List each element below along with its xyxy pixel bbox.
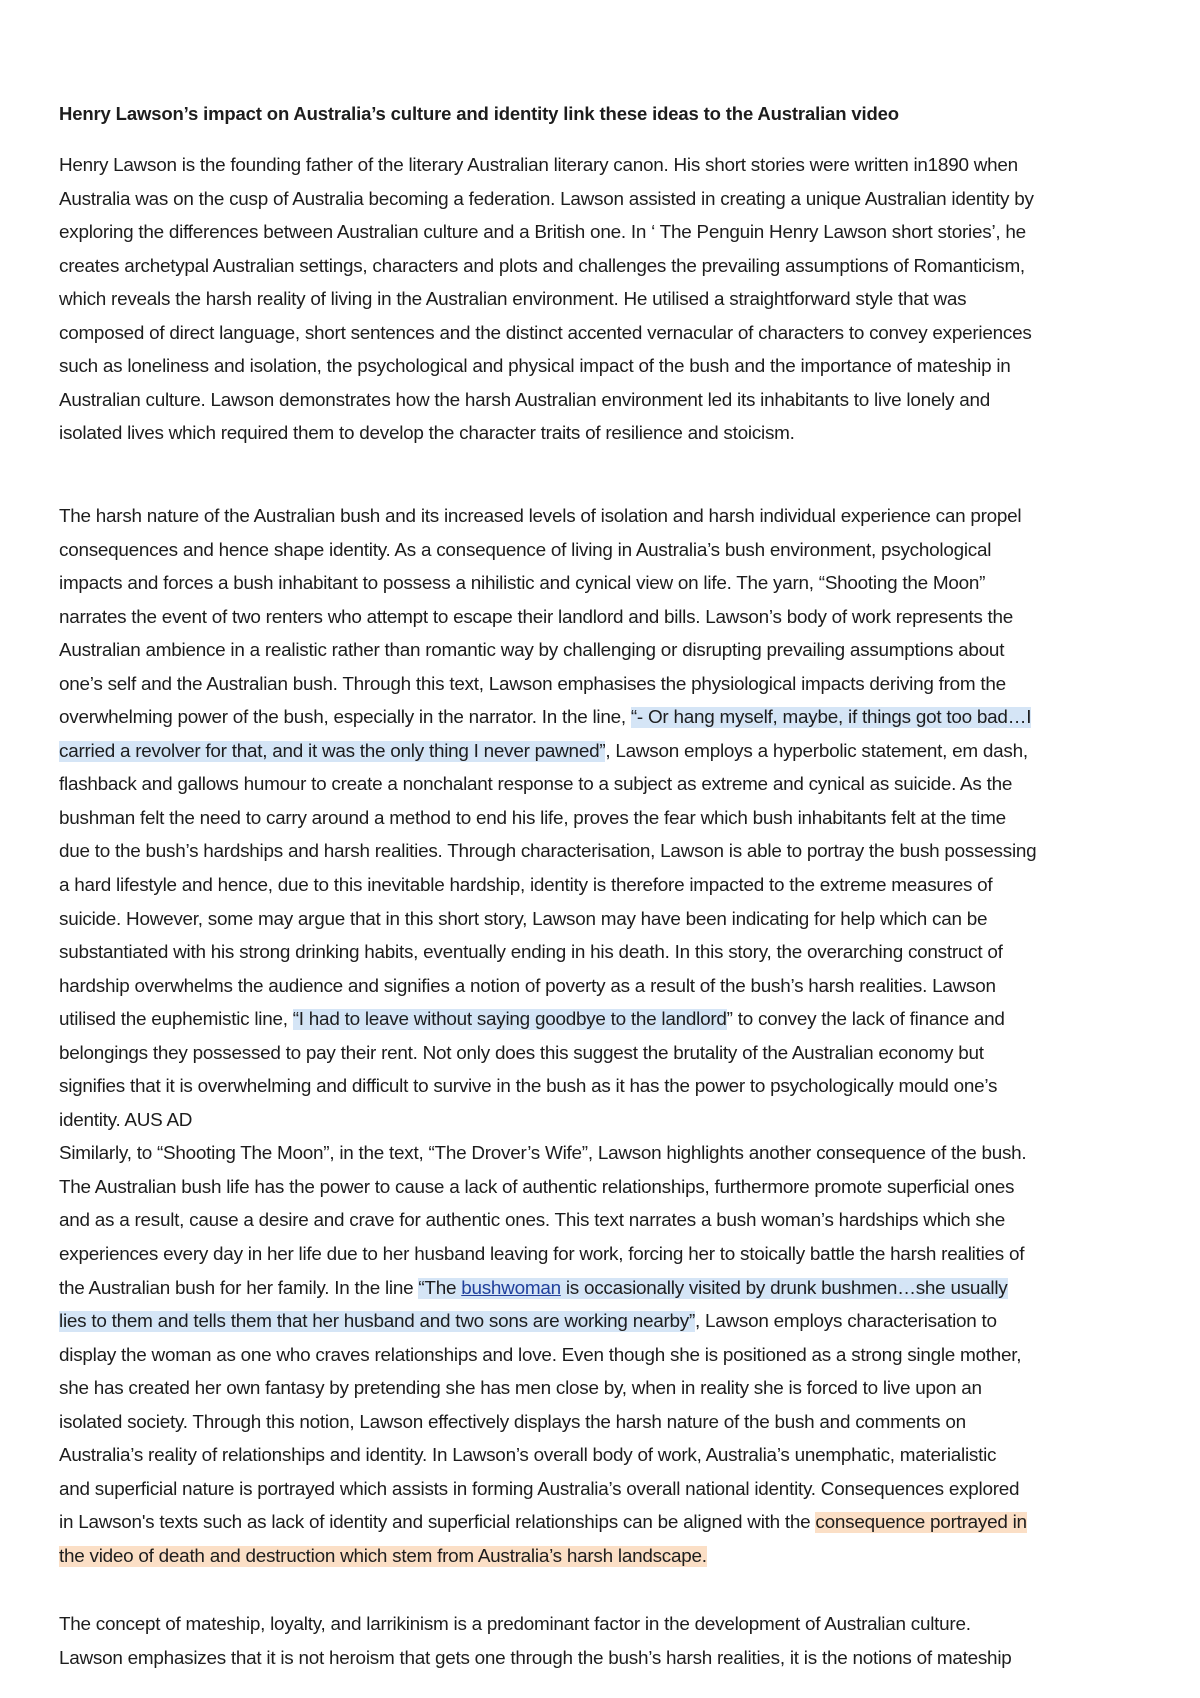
- text-line: such as loneliness and isolation, the psychological and physical impact of the bush and the importance of mateship in: [59, 356, 1011, 378]
- text-line: The Australian bush life has the power to cause a lack of authentic relationships, furthermore promote superficial ones: [59, 1176, 1015, 1198]
- text-line: identity. AUS AD: [59, 1109, 193, 1131]
- text-line: consequences and hence shape identity. As a consequence of living in Australia’s bush environment, psychological: [59, 539, 992, 561]
- text-line: and as a result, cause a desire and crave for authentic ones. This text narrates a bush woman’s hardships which she: [59, 1210, 1006, 1232]
- text-line: bushman felt the need to carry around a method to end his life, proves the fear which bush inhabitants felt at the time: [59, 807, 1006, 829]
- text-line: narrates the event of two renters who attempt to escape their landlord and bills. Lawson’s body of work represents the: [59, 606, 1014, 628]
- text-run: overwhelming power of the bush, especially in the narrator. In the line,: [59, 707, 631, 729]
- text-line: creates archetypal Australian settings, characters and plots and challenges the prevailing assumptions of Romanticism,: [59, 255, 1025, 277]
- text-line: Australia was on the cusp of Australia becoming a federation. Lawson assisted in creating a unique Australian identity by: [59, 188, 1034, 210]
- text-line: due to the bush’s hardships and harsh realities. Through characterisation, Lawson is able to portray the bush possessing: [59, 841, 1037, 863]
- text-run: utilised the euphemistic line,: [59, 1009, 293, 1031]
- text-line: display the woman as one who craves relationships and love. Even though she is positioned as a strong single mother,: [59, 1344, 1022, 1366]
- text-line: [59, 1272, 1169, 1306]
- text-line: Similarly, to “Shooting The Moon”, in the text, “The Drover’s Wife”, Lawson highlights another consequence of the bush.: [59, 1143, 1027, 1165]
- highlighted-quote: carried a revolver for that, and it was the only thing I never pawned”: [59, 740, 606, 762]
- text-line: isolated lives which required them to develop the character traits of resilience and stoicism.: [59, 423, 795, 445]
- text-line: composed of direct language, short sentences and the distinct accented vernacular of characters to convey experiences: [59, 322, 1032, 344]
- text-line: belongings they possessed to pay their rent. Not only does this suggest the brutality of the Australian economy but: [59, 1042, 984, 1064]
- text-line: [59, 1506, 1169, 1540]
- text-run: , Lawson employs a hyperbolic statement, em dash,: [605, 740, 1028, 762]
- text-line: Lawson emphasizes that it is not heroism that gets one through the bush’s harsh realities, it is the notions of mateship: [59, 1647, 1012, 1669]
- text-line: Australian culture. Lawson demonstrates how the harsh Australian environment led its inhabitants to live lonely and: [59, 389, 991, 411]
- paragraph-shooting-the-moon: [59, 500, 1169, 1574]
- highlighted-quote: “- Or hang myself, maybe, if things got too bad…I: [630, 707, 1032, 729]
- text-line: a hard lifestyle and hence, due to this inevitable hardship, identity is therefore impacted to the extreme measures of: [59, 875, 993, 897]
- text-line: experiences every day in her life due to her husband leaving for work, forcing her to stoically battle the harsh realities of: [59, 1244, 1025, 1266]
- text-line: exploring the differences between Australian culture and a British one. In ‘ The Penguin Henry Lawson short stories’, he: [59, 222, 1026, 244]
- document-title: Henry Lawson’s impact on Australia’s culture and identity link these ideas to the Australian video: [59, 103, 899, 124]
- highlighted-video-link-text: the video of death and destruction which stem from Australia’s harsh landscape.: [59, 1545, 707, 1567]
- bushwoman-link[interactable]: bushwoman: [461, 1277, 561, 1299]
- text-run: is occasionally visited by drunk bushmen…she usually: [560, 1277, 1008, 1299]
- text-line: impacts and forces a bush inhabitant to possess a nihilistic and cynical view on life. The yarn, “Shooting the Moon”: [59, 573, 986, 595]
- text-line: [59, 701, 1169, 735]
- paragraph-mateship: [59, 1608, 1169, 1675]
- text-run: the Australian bush for her family. In the line: [59, 1277, 419, 1299]
- text-run: ” to convey the lack of finance and: [726, 1009, 1005, 1031]
- text-line: suicide. However, some may argue that in this short story, Lawson may have been indicating for help which can be: [59, 908, 988, 930]
- text-line: [59, 735, 1169, 769]
- text-line: and superficial nature is portrayed which assists in forming Australia’s overall national identity. Consequences explored: [59, 1478, 1020, 1500]
- highlighted-video-link-text: consequence portrayed in: [815, 1512, 1027, 1534]
- highlighted-quote: lies to them and tells them that her husband and two sons are working nearby”: [59, 1311, 695, 1333]
- text-line: hardship overwhelms the audience and signifies a notion of poverty as a result of the bush’s harsh realities. Lawson: [59, 975, 996, 997]
- paragraph-intro: [59, 149, 1169, 451]
- text-run: in Lawson's texts such as lack of identity and superficial relationships can be aligned with the: [59, 1512, 816, 1534]
- text-line: [59, 1540, 1169, 1574]
- text-line: signifies that it is overwhelming and difficult to survive in the bush as it has the power to psychologically mould one’s: [59, 1076, 998, 1098]
- text-line: [59, 1305, 1169, 1339]
- text-run: , Lawson employs characterisation to: [695, 1311, 997, 1333]
- text-line: The concept of mateship, loyalty, and larrikinism is a predominant factor in the development of Australian culture.: [59, 1614, 971, 1635]
- highlighted-quote: “I had to leave without saying goodbye to the landlord: [292, 1009, 727, 1031]
- text-line: Henry Lawson is the founding father of the literary Australian literary canon. His short stories were written in1890 when: [59, 155, 1018, 176]
- text-run: “The: [418, 1277, 462, 1299]
- text-line: flashback and gallows humour to create a nonchalant response to a subject as extreme and cynical as suicide. As the: [59, 774, 1013, 796]
- text-line: The harsh nature of the Australian bush and its increased levels of isolation and harsh individual experience can propel: [59, 506, 1022, 527]
- text-line: substantiated with his strong drinking habits, eventually ending in his death. In this story, the overarching construct of: [59, 942, 1003, 964]
- text-line: [59, 1003, 1169, 1037]
- text-line: isolated society. Through this notion, Lawson effectively displays the harsh nature of the bush and comments on: [59, 1411, 966, 1433]
- highlighted-quote: [418, 1278, 1007, 1299]
- text-line: Australian ambience in a realistic rather than romantic way by challenging or disrupting prevailing assumptions about: [59, 640, 1005, 662]
- text-line: Australia’s reality of relationships and identity. In Lawson’s overall body of work, Australia’s unemphatic, materialistic: [59, 1445, 997, 1467]
- text-line: she has created her own fantasy by pretending she has men close by, when in reality she is forced to live upon an: [59, 1378, 982, 1400]
- text-line: which reveals the harsh reality of living in the Australian environment. He utilised a straightforward style that was: [59, 289, 967, 311]
- text-line: one’s self and the Australian bush. Through this text, Lawson emphasises the physiological impacts deriving from the: [59, 673, 1006, 695]
